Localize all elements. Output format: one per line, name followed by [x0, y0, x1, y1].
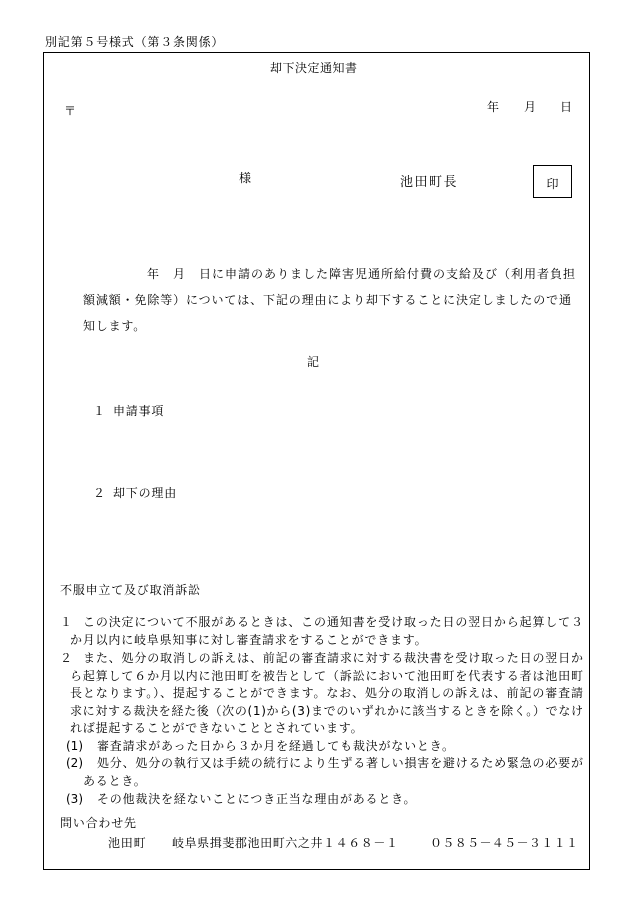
- date-day-label: 日: [560, 100, 573, 114]
- body-line: 年 月 日に申請のありました障害児通所給付費の支給及び（利用者負担: [147, 267, 576, 281]
- condition-line: あるとき。: [83, 774, 147, 788]
- section-number: １: [93, 404, 106, 418]
- addressee-suffix: 様: [239, 171, 252, 185]
- section-label: 却下の理由: [113, 486, 178, 500]
- appeal-item-number: １: [60, 615, 73, 629]
- postal-mark: 〒: [64, 104, 77, 118]
- date-year-label: 年: [487, 100, 500, 114]
- condition-number: (1): [66, 739, 83, 753]
- condition-number: (2): [66, 756, 83, 770]
- form-label: 別記第５号様式（第３条関係）: [45, 35, 225, 49]
- seal-mark: 印: [546, 176, 559, 191]
- date-month-label: 月: [524, 100, 537, 114]
- appeal-line: か月以内に岐阜県知事に対し審査請求をすることができます。: [70, 633, 428, 647]
- appeal-line: れば提起することができないこととされています。: [70, 721, 364, 735]
- condition-line: 審査請求があった日から３か月を経過しても裁決がないとき。: [97, 739, 455, 753]
- contact-phone: ０５８５－４５－３１１１: [430, 836, 579, 850]
- issuer-name: 池田町長: [400, 175, 459, 190]
- ki-heading: 記: [307, 355, 320, 369]
- document-title: 却下決定通知書: [270, 61, 358, 75]
- appeal-line: 長となります。）、提起することができます。なお、処分の取消しの訴えは、前記の審査請: [70, 686, 584, 700]
- section-label: 申請事項: [113, 404, 165, 418]
- appeal-line: また、処分の取消しの訴えは、前記の審査請求に対する裁決書を受け取った日の翌日か: [83, 651, 584, 665]
- appeal-item-number: ２: [60, 651, 73, 665]
- appeal-line: 求に対する裁決を経た後（次の(1)から(3)までのいずれかに該当するときを除く。）でなけ: [70, 704, 584, 718]
- appeal-heading: 不服申立て及び取消訴訟: [60, 583, 201, 597]
- contact-heading: 問い合わせ先: [60, 816, 137, 830]
- condition-line: 処分、処分の執行又は手続の続行により生ずる著しい損害を避けるため緊急の必要が: [97, 756, 584, 770]
- contact-name: 池田町: [108, 836, 147, 850]
- condition-line: その他裁決を経ないことにつき正当な理由があるとき。: [97, 792, 417, 806]
- contact-address: 岐阜県揖斐郡池田町六之井１４６８－１: [172, 836, 399, 850]
- condition-number: (3): [66, 792, 83, 806]
- seal-box: [533, 165, 572, 198]
- body-line: 額減額・免除等）については、下記の理由により却下することに決定しましたので通: [83, 293, 572, 307]
- body-line: 知します。: [83, 319, 147, 333]
- appeal-line: ら起算して６か月以内に池田町を被告として（訴訟において池田町を代表する者は池田町: [70, 669, 584, 683]
- appeal-line: この決定について不服があるときは、この通知書を受け取った日の翌日から起算して３: [83, 615, 584, 629]
- section-number: ２: [93, 486, 106, 500]
